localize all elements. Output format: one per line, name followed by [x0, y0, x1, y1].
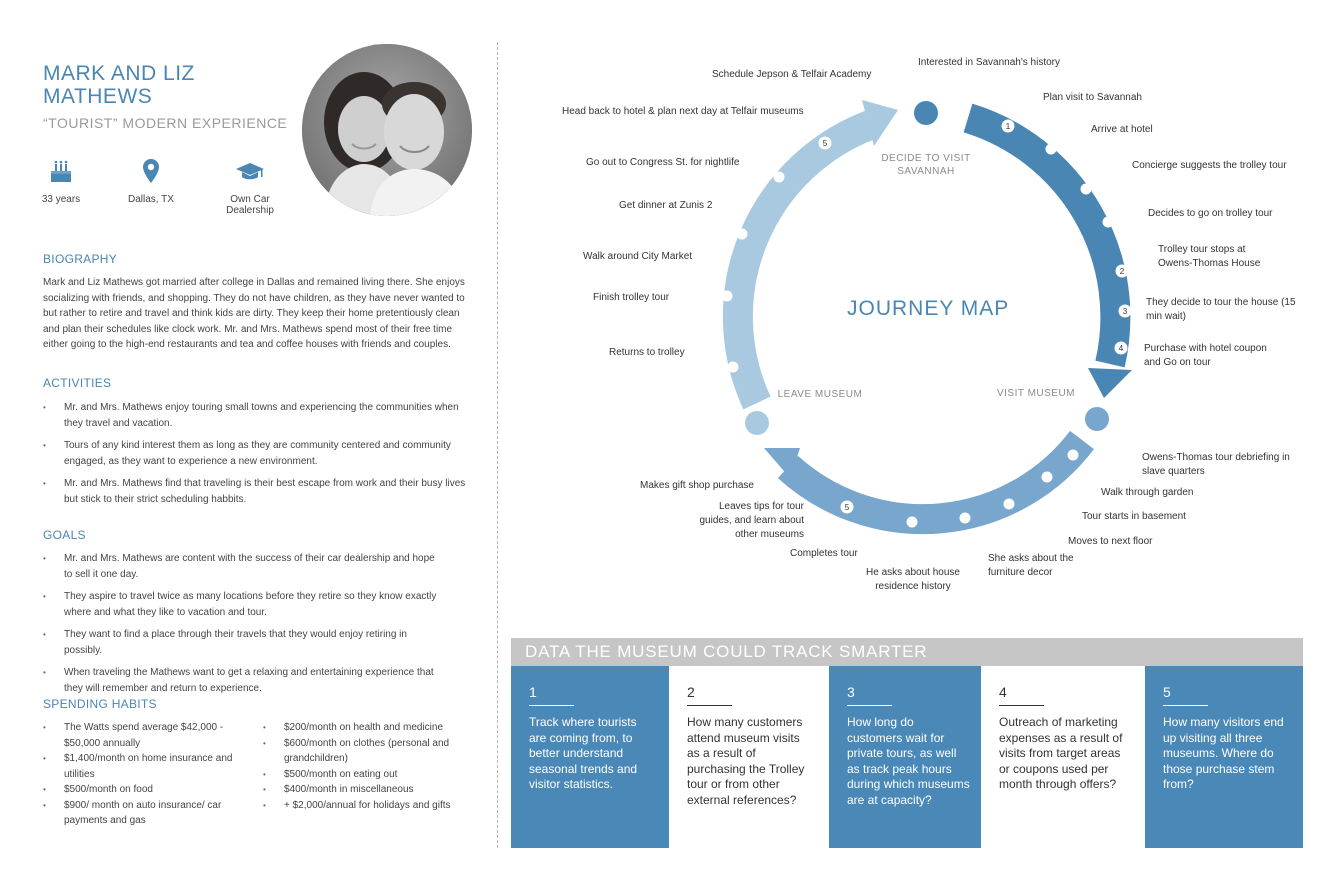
step-dot	[960, 513, 971, 524]
list-item: • + $2,000/annual for holidays and gifts	[263, 798, 468, 814]
step-dot	[1046, 144, 1057, 155]
step-marker: 4	[1118, 344, 1124, 353]
card-text: Outreach of marketing expenses as a result of visits from target areas or coupons used per month through offers?	[999, 715, 1123, 791]
step-label: Concierge suggests the trolley tour	[1132, 160, 1287, 171]
step-dot	[774, 172, 785, 183]
activities-title: ACTIVITIES	[43, 376, 112, 390]
list-item: • The Watts spend average $42,000 - $50,000 annually	[43, 720, 243, 751]
list-item: • They want to find a place through their travels that they would enjoy retiring in possibly.	[43, 627, 443, 658]
step-label: Go out to Congress St. for nightlife	[586, 157, 740, 168]
step-marker: 5	[844, 503, 850, 512]
location-label: Dallas, TX	[128, 194, 174, 205]
step-label: He asks about house residence history	[866, 567, 960, 592]
track-card-1	[511, 666, 669, 848]
list-item: • They aspire to travel twice as many locations before they retire so they know exactly where and what they like to vacation and tour.	[43, 589, 443, 620]
stage-node-decide	[914, 101, 938, 125]
card-rule	[1163, 705, 1208, 706]
card-rule	[847, 705, 892, 706]
step-marker: 1	[1005, 122, 1011, 131]
step-label: Completes tour	[790, 548, 858, 559]
spending-list-1	[43, 720, 243, 829]
card-text: How long do customers wait for private tours, as well as track peak hours during which museums are at capacity?	[847, 715, 970, 807]
list-item: • Tours of any kind interest them as long as they are community centered and community engaged, as they want to experience a new environment.	[43, 438, 468, 469]
list-item: • $900/ month on auto insurance/ car payments and gas	[43, 798, 243, 829]
spending-list-2	[263, 720, 468, 813]
step-label: Finish trolley tour	[593, 292, 670, 303]
step-label: Decides to go on trolley tour	[1148, 208, 1273, 219]
stage-label-leave: LEAVE MUSEUM	[777, 389, 863, 400]
step-dot	[1068, 450, 1079, 461]
card-text: Track where tourists are coming from, to better understand seasonal trends and visitor statistics.	[529, 715, 638, 791]
stage-label-visit: VISIT MUSEUM	[996, 388, 1076, 399]
list-item: • $400/month in miscellaneous	[263, 782, 468, 798]
goals-title: GOALS	[43, 528, 86, 542]
card-rule	[529, 705, 574, 706]
card-text: How many customers attend museum visits as a result of purchasing the Trolley tour or from other external references?	[687, 715, 805, 807]
card-number: 3	[847, 684, 855, 700]
step-label: She asks about the furniture decor	[988, 553, 1074, 578]
persona-name: MARK AND LIZ MATHEWS	[43, 62, 195, 108]
card-number: 4	[999, 684, 1007, 700]
journey-title: JOURNEY MAP	[847, 297, 1010, 320]
step-label: Owens-Thomas tour debriefing in slave quarters	[1142, 452, 1290, 477]
step-dot	[1042, 472, 1053, 483]
persona-subtitle: “TOURIST” MODERN EXPERIENCE	[43, 115, 288, 131]
step-label: Head back to hotel & plan next day at Telfair museums	[562, 106, 804, 117]
step-dot	[737, 229, 748, 240]
step-dot	[728, 362, 739, 373]
track-title: DATA THE MUSEUM COULD TRACK SMARTER	[525, 642, 928, 661]
step-label: Makes gift shop purchase	[640, 480, 754, 491]
step-dot	[1081, 184, 1092, 195]
track-card-3	[829, 666, 987, 848]
journey-arrowhead-decide	[1088, 368, 1132, 398]
card-rule	[999, 705, 1044, 706]
step-label: Get dinner at Zunis 2	[619, 200, 713, 211]
journey-arc-return	[738, 125, 870, 403]
list-item: • $500/month on eating out	[263, 767, 468, 783]
step-label: Arrive at hotel	[1091, 124, 1153, 135]
track-card-4	[981, 666, 1139, 848]
list-item: • Mr. and Mrs. Mathews enjoy touring small towns and experiencing the communities when they travel and vacation.	[43, 400, 468, 431]
age-label: 33 years	[41, 194, 81, 205]
step-label: Interested in Savannah's history	[918, 57, 1060, 68]
stage-node-visit	[1085, 407, 1109, 431]
card-number: 2	[687, 684, 695, 700]
step-label: Trolley tour stops at Owens-Thomas House	[1158, 244, 1261, 269]
step-marker: 5	[822, 139, 828, 148]
card-number: 5	[1163, 684, 1171, 700]
track-banner	[511, 638, 1303, 666]
step-marker: 2	[1119, 267, 1125, 276]
step-label: They decide to tour the house (15 min wait)	[1146, 297, 1296, 322]
step-dot	[1004, 499, 1015, 510]
list-item: • When traveling the Mathews want to get a relaxing and entertaining experience that they will remember and return to experience.	[43, 665, 443, 696]
biography-title: BIOGRAPHY	[43, 252, 118, 266]
card-number: 1	[529, 684, 537, 700]
list-item: • $1,400/month on home insurance and utilities	[43, 751, 243, 782]
step-label: Leaves tips for tour guides, and learn about other museums	[699, 501, 804, 540]
biography-text: Mark and Liz Mathews got married after college in Dallas and remained living there. She enjoys socializing with friends, and shopping. They do not have children, as they have never wanted to but rather to retire and travel and think kids are dirty. They keep their home pretentiously clean and plan their schedules like clock work. Mr. and Mrs. Mathews spend most of their free time either going to the high-end restaurants and tea and coffee houses with friends and couples.	[43, 277, 465, 351]
step-label: Plan visit to Savannah	[1043, 92, 1142, 103]
journey-arc-visit	[788, 440, 1082, 519]
step-label: Moves to next floor	[1068, 536, 1153, 547]
step-label: Walk through garden	[1101, 487, 1194, 498]
list-item: • $500/month on food	[43, 782, 243, 798]
step-marker: 3	[1122, 307, 1128, 316]
step-label: Schedule Jepson & Telfair Academy	[712, 69, 872, 80]
track-card-5	[1145, 666, 1303, 848]
list-item: • $200/month on health and medicine	[263, 720, 468, 736]
list-item: • $600/month on clothes (personal and grandchildren)	[263, 736, 468, 767]
step-label: Purchase with hotel coupon and Go on tour	[1144, 343, 1267, 368]
step-label: Returns to trolley	[609, 347, 685, 358]
step-dot	[907, 517, 918, 528]
step-label: Walk around City Market	[583, 251, 693, 262]
step-label: Tour starts in basement	[1082, 511, 1186, 522]
card-text: How many visitors end up visiting all three museums. Where do those purchase stem from?	[1163, 715, 1284, 791]
spending-title: SPENDING HABITS	[43, 697, 157, 711]
step-dot	[722, 291, 733, 302]
track-card-2	[669, 666, 827, 848]
step-dot	[1103, 217, 1114, 228]
card-rule	[687, 705, 732, 706]
stage-label-decide: DECIDE TO VISIT SAVANNAH	[881, 153, 971, 177]
journey-arc-decide	[968, 118, 1115, 364]
stage-node-leave	[745, 411, 769, 435]
list-item: • Mr. and Mrs. Mathews find that traveling is their best escape from work and their busy lives but stick to their strict scheduling habbits.	[43, 476, 468, 507]
list-item: • Mr. and Mrs. Mathews are content with the success of their car dealership and hope to sell it one day.	[43, 551, 443, 582]
occupation-label: Own Car Dealership	[226, 194, 274, 216]
